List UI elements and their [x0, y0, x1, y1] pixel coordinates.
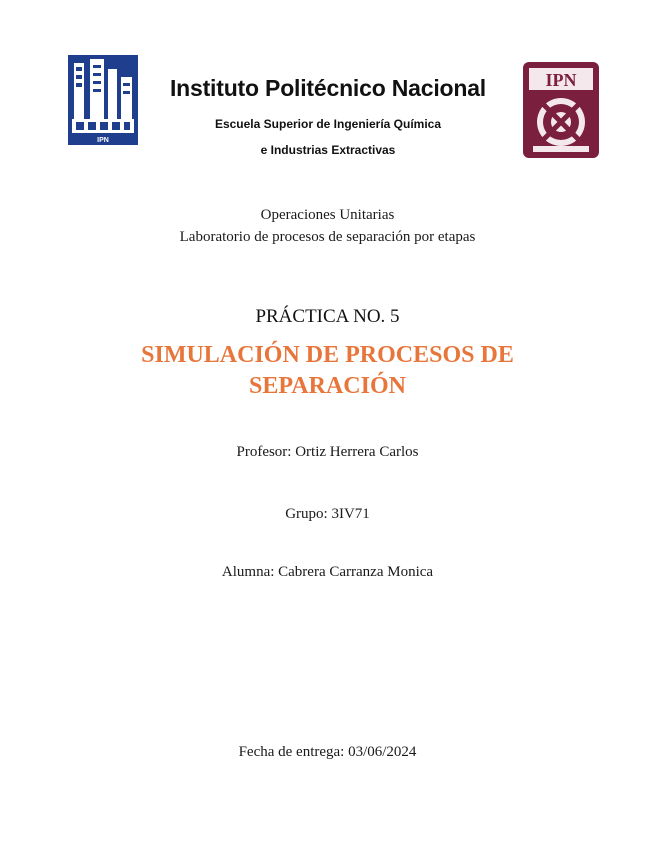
school-name-line2: e Industrias Extractivas — [260, 143, 396, 157]
ipn-logo — [519, 60, 603, 160]
practice-title-line1: SIMULACIÓN DE PROCESOS DE — [141, 342, 514, 368]
school-name-line1: Escuela Superior de Ingeniería Química — [214, 117, 442, 131]
group-label: Grupo: 3IV71 — [285, 506, 370, 522]
esiqie-logo-ipn-text: IPN — [97, 137, 109, 144]
course-subject: Operaciones Unitarias — [260, 207, 395, 223]
institution-name: Instituto Politécnico Nacional — [169, 75, 487, 101]
esiqie-logo — [68, 55, 138, 145]
ipn-logo-text: IPN — [545, 70, 577, 90]
teacher-name: Profesor: Ortiz Herrera Carlos — [236, 444, 419, 460]
course-lab: Laboratorio de procesos de separación por etapas — [179, 229, 476, 245]
practice-title — [0, 340, 655, 402]
student-name: Alumna: Cabrera Carranza Monica — [221, 564, 434, 580]
practice-title-line2: SEPARACIÓN — [249, 373, 406, 399]
practice-number: PRÁCTICA NO. 5 — [255, 306, 400, 327]
delivery-date: Fecha de entrega: 03/06/2024 — [238, 744, 417, 760]
